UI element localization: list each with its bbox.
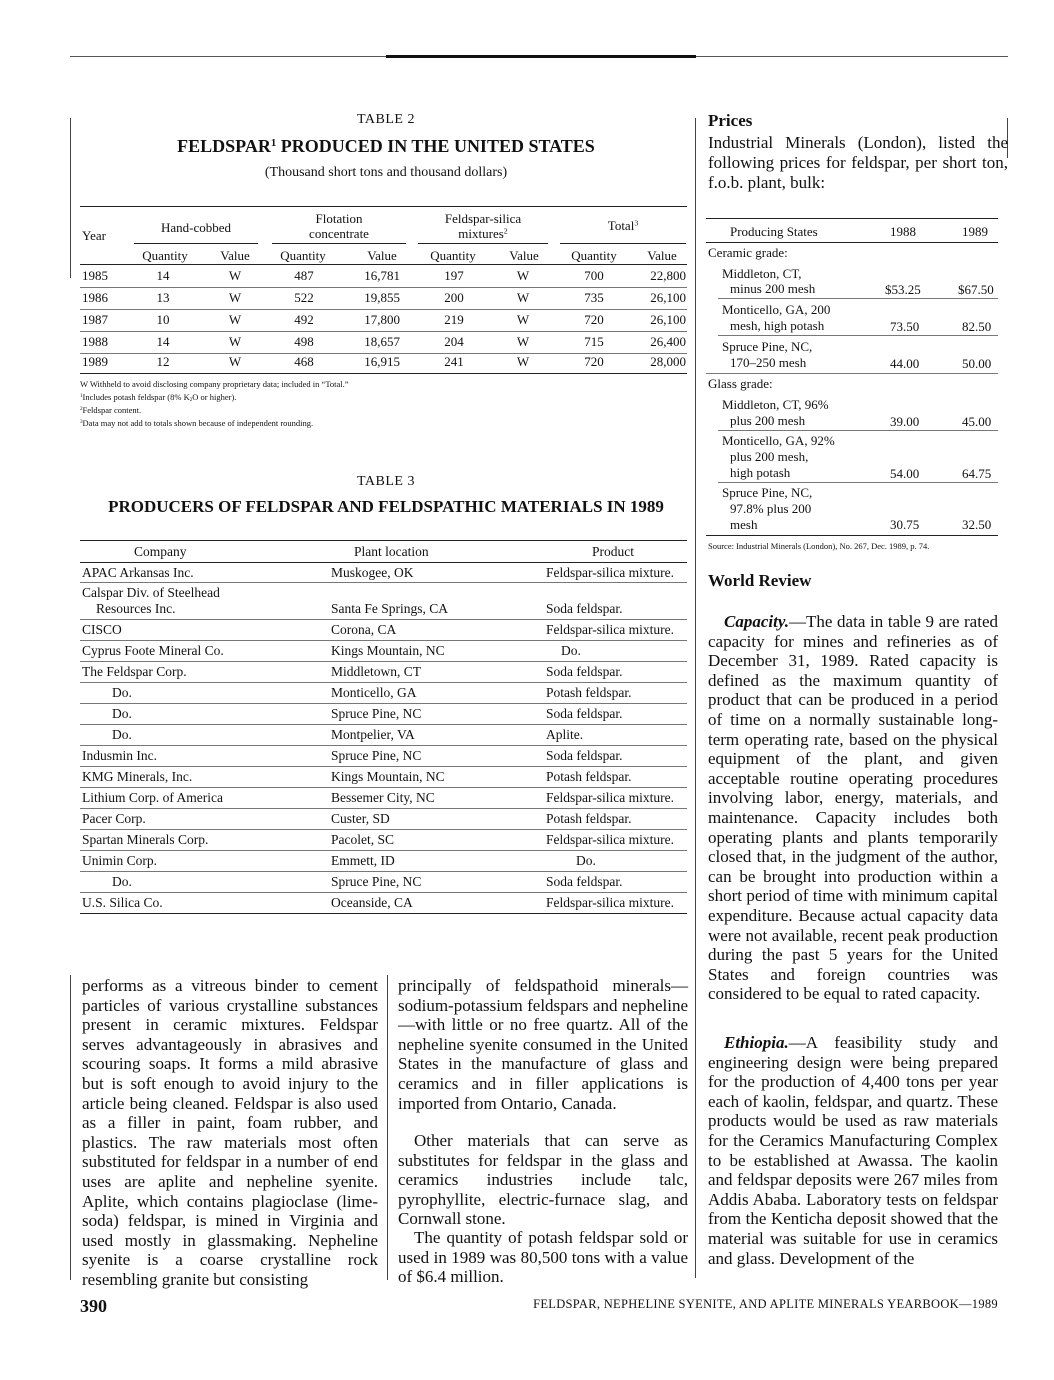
table2-cell: W: [228, 312, 242, 327]
ceramic-grade-label: Ceramic grade:: [708, 245, 788, 260]
table3-company: APAC Arkansas Inc.: [82, 565, 194, 580]
table2-cell: 468: [294, 354, 314, 369]
table3-plant: Muskogee, OK: [331, 565, 414, 580]
price-1989: 50.00: [962, 356, 992, 371]
price-1988: 30.75: [890, 517, 920, 532]
table3-label: TABLE 3: [357, 474, 415, 489]
running-footer: FELDSPAR, NEPHELINE SYENITE, AND APLITE MINERALS YEARBOOK—1989: [533, 1297, 998, 1311]
price-1989: 64.75: [962, 466, 992, 481]
table2-cell: 13: [156, 290, 170, 305]
table3-product: Feldspar-silica mixture.: [546, 832, 674, 847]
table2-group-rule-4: [560, 243, 686, 244]
table3-company: U.S. Silica Co.: [82, 895, 163, 910]
price-row-label: plus 200 mesh,: [730, 449, 809, 464]
table2-cell: 735: [584, 290, 604, 305]
price-row-rule: [718, 335, 998, 336]
body-column-2-para-1: principally of feldspathoid minerals—sodium-potassium feldspars and nepheline—with little or no free quartz. All of the nepheline syenite consumed in the United States in the manufacture of glass and ceramics and in filler applications is imported from Ontario, Canada.: [398, 976, 688, 1113]
prices-source-note: Source: Industrial Minerals (London), No. 267, Dec. 1989, p. 74.: [708, 541, 930, 551]
column-divider-left: [70, 118, 71, 278]
table2-year: 1985: [82, 268, 108, 283]
column-divider-right: [695, 118, 696, 1278]
table3-product: Feldspar-silica mixture.: [546, 622, 674, 637]
table2-header-year: Year: [82, 228, 106, 243]
table3-plant: Spruce Pine, NC: [331, 748, 422, 763]
footnote-3: $^3$Data may not add to totals shown because of independent rounding.: [80, 418, 314, 428]
price-row-label: 170–250 mesh: [730, 355, 807, 370]
table2-cell: 26,100: [650, 312, 686, 327]
prices-header-rule: [706, 242, 998, 243]
capacity-title: Capacity.: [724, 612, 789, 631]
table2-cell: 28,000: [650, 354, 686, 369]
prices-table-bottom-rule: [706, 535, 998, 536]
price-row-label: high potash: [730, 465, 791, 480]
table3-product: Potash feldspar.: [546, 685, 632, 700]
table2-cell: 720: [584, 312, 604, 327]
table3-row-rule: [80, 892, 687, 893]
table3-row-rule: [80, 703, 687, 704]
table2-title: FELDSPAR$^1$ PRODUCED IN THE UNITED STATES: [177, 136, 595, 156]
table3-plant: Kings Mountain, NC: [331, 769, 445, 784]
table2-cell: 700: [584, 268, 604, 283]
table2-subheader-quantity: Quantity: [280, 248, 326, 263]
table3-plant: Custer, SD: [331, 811, 390, 826]
table2-cell: W: [516, 334, 530, 349]
body-column-2-para-3: The quantity of potash feldspar sold or used in 1989 was 80,500 tons with a value of $6.4 million.: [398, 1228, 688, 1287]
table2-header-total: Total$^3$: [607, 218, 639, 233]
table2-year: 1986: [82, 290, 108, 305]
price-row-label: Middleton, CT, 96%: [722, 397, 829, 412]
table2-cell: 204: [444, 334, 464, 349]
table3-plant: Corona, CA: [331, 622, 397, 637]
table3-plant: Montpelier, VA: [331, 727, 415, 742]
table3-company: Indusmin Inc.: [82, 748, 157, 763]
table3-row-rule: [80, 745, 687, 746]
table2-header-bottom-rule: [80, 264, 687, 265]
table2-cell: 241: [444, 354, 464, 369]
price-row-label: plus 200 mesh: [730, 413, 806, 428]
table3-row-rule: [80, 582, 687, 583]
table3-company: KMG Minerals, Inc.: [82, 769, 193, 784]
prices-intro: Industrial Minerals (London), listed the following prices for feldspar, per short ton, f.o.b. plant, bulk:: [708, 133, 1008, 192]
ethiopia-paragraph: Ethiopia.—A feasibility study and engineering design were being prepared for the production of 4,400 tons per year each of kaolin, feldspar, and quartz. These products would be used as raw materials for the Ceramics Manufacturing Complex to be established at Awassa. The kaolin and feldspar deposits were 267 miles from Addis Ababa. Laboratory tests on feldspar from the Kenticha deposit showed that the material was suitable for use in ceramics and glass. Development of the: [708, 1033, 998, 1268]
table2-cell: 22,800: [650, 268, 686, 283]
table3-company-cont: Resources Inc.: [96, 601, 176, 616]
table3-plant: Bessemer City, NC: [331, 790, 435, 805]
table3-plant: Pacolet, SC: [331, 832, 394, 847]
table3-header-rule: [80, 562, 687, 563]
table2-cell: W: [516, 354, 530, 369]
table2-cell: 19,855: [364, 290, 400, 305]
table2-label: TABLE 2: [357, 112, 415, 127]
price-row-label: Monticello, GA, 92%: [722, 433, 835, 448]
table3-product: Soda feldspar.: [546, 874, 623, 889]
table3-company: Unimin Corp.: [82, 853, 158, 868]
table3-plant: Monticello, GA: [331, 685, 417, 700]
table3-company: Do.: [112, 727, 132, 742]
table2-subtitle: (Thousand short tons and thousand dollars): [264, 165, 508, 180]
table2-row-rule: [80, 287, 687, 288]
table2-group-rule-1: [134, 243, 258, 244]
table2-subheader-quantity: Quantity: [142, 248, 188, 263]
table2-cell: 10: [156, 312, 170, 327]
ethiopia-title: Ethiopia.: [724, 1033, 789, 1052]
price-row-label: Spruce Pine, NC,: [722, 485, 813, 500]
table2-row-rule: [80, 309, 687, 310]
table3-title: PRODUCERS OF FELDSPAR AND FELDSPATHIC MATERIALS IN 1989: [108, 497, 664, 516]
table2-cell: 487: [294, 268, 314, 283]
table3-row-rule: [80, 829, 687, 830]
table3-plant: Spruce Pine, NC: [331, 706, 422, 721]
table3-product: Potash feldspar.: [546, 811, 632, 826]
footnote-2: $^2$Feldspar content.: [80, 405, 142, 415]
world-review-heading: World Review: [708, 571, 812, 590]
table3-product: Feldspar-silica mixture.: [546, 790, 674, 805]
table3-row-rule: [80, 619, 687, 620]
table3-row-rule: [80, 661, 687, 662]
table2-cell: 26,100: [650, 290, 686, 305]
top-rule-bold: [386, 55, 696, 58]
table3-product: Potash feldspar.: [546, 769, 632, 784]
table2-subheader-value: Value: [367, 248, 397, 263]
table2-cell: W: [516, 290, 530, 305]
table2-subheader-value: Value: [509, 248, 539, 263]
table2-cell: 200: [444, 290, 464, 305]
body-column-2-para-2: Other materials that can serve as substitutes for feldspar in the glass and ceramics industries include talc, pyrophyllite, electric-furnace slag, and Cornwall stone.: [398, 1131, 688, 1229]
column-divider-bottom-mid: [387, 975, 388, 1280]
table2-cell: 18,657: [364, 334, 400, 349]
table2-cell: W: [516, 268, 530, 283]
table3-row-rule: [80, 640, 687, 641]
table3-company: Cyprus Foote Mineral Co.: [82, 643, 224, 658]
prices-table-top-rule: [706, 218, 998, 219]
capacity-paragraph: Capacity.—The data in table 9 are rated capacity for mines and refineries as of December 31, 1989. Rated capacity is defined as the maximum quantity of product that can be produced in a period of time on a normally sustainable long-term operating rate, based on the physical equipment of the plant, and given acceptable routine operating procedures involving labor, energy, materials, and maintenance. Capacity includes both operating plants and plants temporarily closed that, in the judgment of the author, can be brought into production within a short period of time with minimum capital expenditure. Because actual capacity data were not available, recent peak production during the past 5 years for the United States and foreign countries was considered to be equal to rated capacity.: [708, 612, 998, 1004]
table2-cell: 16,781: [364, 268, 400, 283]
table3-company: Do.: [112, 874, 132, 889]
price-row-rule: [718, 482, 998, 483]
table3-plant: Emmett, ID: [331, 853, 395, 868]
table2-cell: 14: [156, 334, 170, 349]
table2-cell: 492: [294, 312, 314, 327]
table3-company: CISCO: [82, 622, 122, 637]
table2-group-rule-2: [272, 243, 406, 244]
page-number: 390: [80, 1296, 107, 1316]
price-row-label: minus 200 mesh: [730, 281, 816, 296]
table3-plant: Santa Fe Springs, CA: [331, 601, 449, 616]
table2-year: 1987: [82, 312, 108, 327]
table2-header-feldspar-silica-2: mixtures$^2$: [458, 226, 508, 241]
table3-company: Lithium Corp. of America: [82, 790, 223, 805]
table2-year: 1989: [82, 354, 108, 369]
table3-product: Soda feldspar.: [546, 664, 623, 679]
table3-product: Soda feldspar.: [546, 748, 623, 763]
table2-subheader-quantity: Quantity: [430, 248, 476, 263]
price-row-label: mesh: [730, 517, 758, 532]
price-row-rule: [718, 298, 998, 299]
table2-cell: 219: [444, 312, 464, 327]
table2-year: 1988: [82, 334, 108, 349]
table2-cell: W: [228, 268, 242, 283]
prices-heading: Prices: [708, 111, 753, 130]
table3-product: Aplite.: [546, 727, 584, 742]
price-row-label: Monticello, GA, 200: [722, 302, 831, 317]
price-row-label: mesh, high potash: [730, 318, 825, 333]
table2-cell: 14: [156, 268, 170, 283]
table3-header-product: Product: [592, 544, 634, 559]
table3-product: Feldspar-silica mixture.: [546, 565, 674, 580]
glass-grade-label: Glass grade:: [708, 376, 773, 391]
price-1988: 39.00: [890, 414, 920, 429]
price-1989: 32.50: [962, 517, 992, 532]
price-1989: 45.00: [962, 414, 992, 429]
table2-cell: W: [228, 334, 242, 349]
table3-company: Spartan Minerals Corp.: [82, 832, 209, 847]
price-row-rule: [718, 430, 998, 431]
prices-header-states: Producing States: [730, 224, 818, 239]
table3-product: Soda feldspar.: [546, 601, 623, 616]
price-1988: 54.00: [890, 466, 920, 481]
table2-cell: 498: [294, 334, 314, 349]
table3-company: Pacer Corp.: [82, 811, 146, 826]
table2-cell: 715: [584, 334, 604, 349]
table2-cell: 197: [444, 268, 464, 283]
table2-group-rule-3: [418, 243, 548, 244]
price-1988: 73.50: [890, 319, 920, 334]
table2-cell: 522: [294, 290, 314, 305]
table2-header-flotation-2: concentrate: [309, 226, 369, 241]
table2-header-feldspar-silica-1: Feldspar-silica: [444, 211, 522, 226]
footnote-w: W Withheld to avoid disclosing company proprietary data; included in “Total.”: [80, 379, 349, 389]
table3-product: Soda feldspar.: [546, 706, 623, 721]
table2-top-rule: [80, 206, 687, 207]
price-row-rule: [706, 373, 998, 374]
table3-product: Do.: [576, 853, 596, 868]
table3-top-rule: [80, 540, 687, 541]
table3-row-rule: [80, 766, 687, 767]
table3-row-rule: [80, 871, 687, 872]
price-row-label: 97.8% plus 200: [730, 501, 812, 516]
table2-cell: 720: [584, 354, 604, 369]
table2-cell: 26,400: [650, 334, 686, 349]
table3-plant: Oceanside, CA: [331, 895, 413, 910]
table2-subheader-quantity: Quantity: [571, 248, 617, 263]
table2-cell: 12: [156, 354, 170, 369]
table2-cell: W: [516, 312, 530, 327]
table3-plant: Middletown, CT: [331, 664, 421, 679]
price-1989: 82.50: [962, 319, 992, 334]
table3-company: Calspar Div. of Steelhead: [82, 585, 220, 600]
prices-header-1988: 1988: [890, 224, 916, 239]
table3-company: Do.: [112, 685, 132, 700]
table2-cell: 17,800: [364, 312, 400, 327]
table3-plant: Spruce Pine, NC: [331, 874, 422, 889]
table3-product: Feldspar-silica mixture.: [546, 895, 674, 910]
table2-row-rule: [80, 331, 687, 332]
table3-header-plant: Plant location: [354, 544, 429, 559]
table2-header-hand-cobbed: Hand-cobbed: [160, 220, 232, 235]
table2-header-flotation-1: Flotation: [315, 211, 363, 226]
table3-bottom-rule: [80, 913, 687, 914]
table2-subheader-value: Value: [647, 248, 677, 263]
table2-cell: W: [228, 290, 242, 305]
table3-header-company: Company: [134, 544, 187, 559]
table3-company: The Feldspar Corp.: [82, 664, 187, 679]
table3-plant: Kings Mountain, NC: [331, 643, 445, 658]
table3-row-rule: [80, 787, 687, 788]
table3-row-rule: [80, 808, 687, 809]
table3-row-rule: [80, 682, 687, 683]
table2-cell: W: [228, 354, 242, 369]
table3-row-rule: [80, 724, 687, 725]
price-row-label: Middleton, CT,: [722, 266, 802, 281]
table3-row-rule: [80, 850, 687, 851]
prices-header-1989: 1989: [962, 224, 988, 239]
price-1988: 44.00: [890, 356, 920, 371]
table3-product: Do.: [561, 643, 581, 658]
table3-company: Do.: [112, 706, 132, 721]
table2-bottom-rule: [80, 373, 687, 374]
footnote-1: $^1$Includes potash feldspar (8% $K_2O$ or higher).: [80, 392, 237, 404]
price-row-label: Spruce Pine, NC,: [722, 339, 813, 354]
table2-subheader-value: Value: [220, 248, 250, 263]
table2-footnotes: [80, 378, 700, 430]
body-column-1: performs as a vitreous binder to cement particles of various crystalline substances present in ceramic mixtures. Feldspar serves advantageously in abrasives and scouring soaps. It forms a mild abrasive but is soft enough to avoid injury to the article being cleaned. Feldspar is also used as a filler in paint, foam rubber, and plastics. The raw materials most often substituted for feldspar in a number of end uses are aplite and nepheline syenite. Aplite, which contains plagioclase (lime-soda) feldspar, is mined in Virginia and used mostly in glassmaking. Nepheline syenite is a coarse crystalline rock resembling granite but consisting: [82, 976, 378, 1289]
table2-cell: 16,915: [364, 354, 400, 369]
price-1988: $53.25: [885, 282, 921, 297]
price-1989: $67.50: [958, 282, 994, 297]
column-divider-bottom-left: [70, 975, 71, 1280]
